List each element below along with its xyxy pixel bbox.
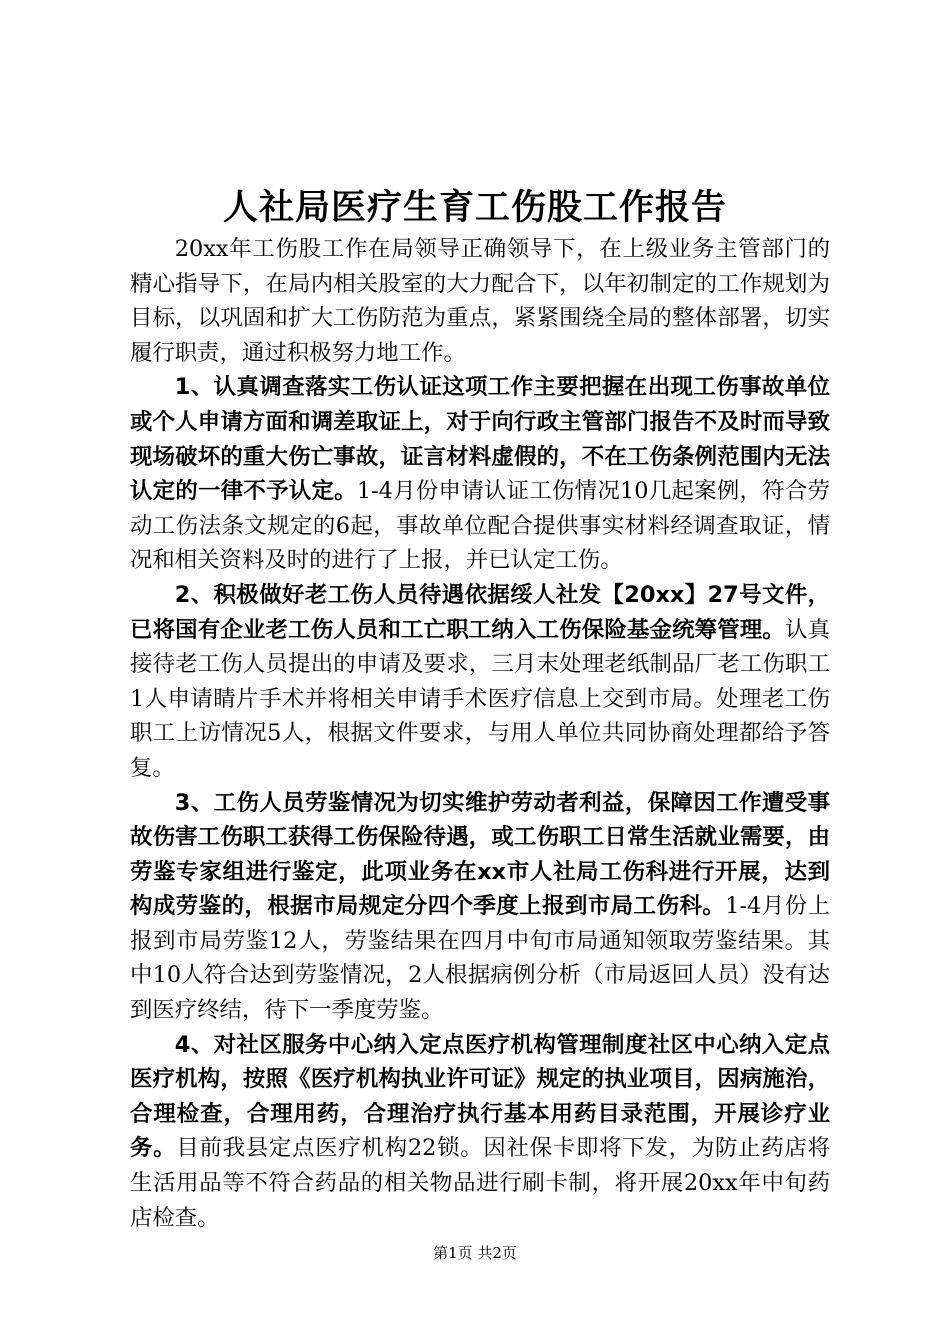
intro-paragraph: 20xx年工伤股工作在局领导正确领导下，在上级业务主管部门的精心指导下，在局内相关股室的大力配合下，以年初制定的工作规划为目标，以巩固和扩大工伤防范为重点，紧紧围绕全局的整体部署，切实履行职责，通过积极努力地工作。 xyxy=(130,236,830,366)
section-lead-2: 2、积极做好老工伤人员待遇依据绥人社发【20xx】27号文件，已将国有企业老工伤人员和工亡职工纳入工伤保险基金统筹管理。 xyxy=(130,581,830,643)
section-body-3: 1-4月份上报到市局劳鉴12人，劳鉴结果在四月中旬市局通知领取劳鉴结果。其中10人符合达到劳鉴情况，2人根据病例分析（市局返回人员）没有达到医疗终结，待下一季度劳鉴。 xyxy=(130,893,831,1024)
section-paragraph-1 xyxy=(130,370,830,578)
section-body-1: 1-4月份申请认证工伤情况10几起案例，符合劳动工伤法条文规定的6起，事故单位配合提供事实材料经调查取证，情况和相关资料及时的进行了上报，并已认定工伤。 xyxy=(130,478,830,574)
section-paragraph-3 xyxy=(130,786,830,1028)
document-title: 人社局医疗生育工伤股工作报告 xyxy=(222,187,727,228)
section-lead-3: 3、工伤人员劳鉴情况为切实维护劳动者利益，保障因工作遭受事故伤害工伤职工获得工伤保险待遇，或工伤职工日常生活就业需要，由劳鉴专家组进行鉴定，此项业务在xx市人社局工伤科进行开展，达到构成劳鉴的，根据市局规定分四个季度上报到市局工伤科。 xyxy=(130,789,830,920)
section-body-4: 目前我县定点医疗机构22锁。因社保卡即将下发，为防止药店将生活用品等不符合药品的相关物品进行刷卡制，将开展20xx年中旬药店检查。 xyxy=(130,1135,830,1231)
section-paragraph-2 xyxy=(130,578,830,786)
section-lead-4: 4、对社区服务中心纳入定点医疗机构管理制度社区中心纳入定点医疗机构，按照《医疗机构执业许可证》规定的执业项目，因病施治，合理检查，合理用药，合理治疗执行基本用药目录范围，开展诊疗业务。 xyxy=(130,1031,830,1162)
page-footer: 第1页 共2页 xyxy=(433,1244,517,1262)
section-paragraph-4 xyxy=(130,1028,830,1236)
section-body-2: 认真接待老工伤人员提出的申请及要求，三月末处理老纸制品厂老工伤职工1人申请睛片手术并将相关申请手术医疗信息上交到市局。处理老工伤职工上访情况5人，根据文件要求，与用人单位共同协商处理都给予答复。 xyxy=(130,616,831,781)
document-body xyxy=(130,232,830,1235)
section-lead-1: 1、认真调查落实工伤认证这项工作主要把握在出现工伤事故单位或个人申请方面和调差取证上，对于向行政主管部门报告不及时而导致现场破坏的重大伤亡事故，证言材料虚假的，不在工伤条例范围内无法认定的一律不予认定。 xyxy=(130,374,830,505)
